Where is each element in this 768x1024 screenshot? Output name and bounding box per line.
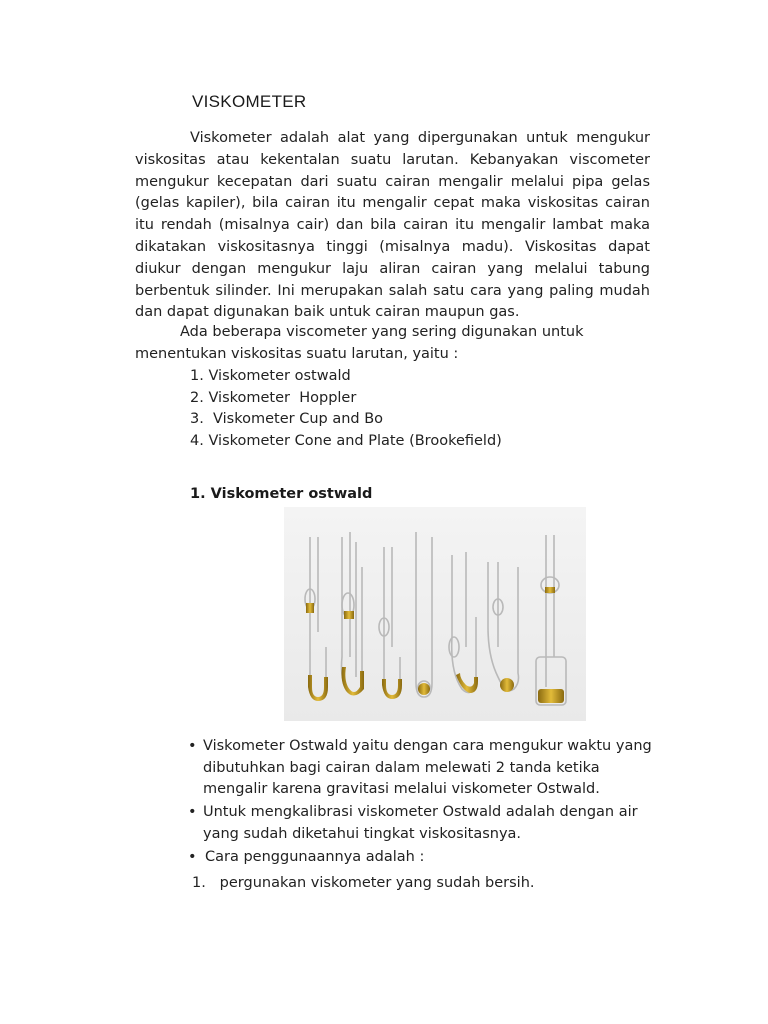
viscometer-6 <box>488 562 519 691</box>
viscometer-7 <box>536 535 566 705</box>
viscometer-list <box>190 366 502 452</box>
viscometer-4 <box>416 532 432 697</box>
viscometer-3 <box>379 547 400 697</box>
viscometer-5 <box>449 552 476 693</box>
list-item: 1. Viskometer ostwald <box>190 368 351 384</box>
list-item: 4. Viskometer Cone and Plate (Brookefield) <box>190 432 502 449</box>
page-title: VISKOMETER <box>192 92 307 111</box>
intro-paragraph: Viskometer adalah alat yang dipergunakan untuk mengukur viskositas atau kekentalan suatu larutan. Kebanyakan viscometer mengukur kecepatan dari suatu cairan mengalir melalui pipa gelas (gelas kapiler), bila cairan itu mengalir cepat maka viskositas cairan itu rendah (misalnya cair) dan bila cairan itu mengalir lambat maka dikatakan viskositasnya tinggi (misalnya madu). Viskositas dapat diukur dengan mengukur laju aliran cairan yang melalui tabung berbentuk silinder. Ini merupakan salah satu cara yang paling mudah dan dapat digunakan baik untuk cairan maupun gas. <box>135 130 650 321</box>
viscometer-illustration <box>284 507 586 721</box>
list-item: • Cara penggunaannya adalah : <box>188 847 668 869</box>
section-heading: 1. Viskometer ostwald <box>190 486 373 502</box>
viscometer-1 <box>305 537 326 699</box>
list-item: 3. Viskometer Cup and Bo <box>190 411 384 428</box>
list-item: 2. Viskometer Hoppler <box>190 389 357 406</box>
ostwald-viscometer-photo <box>284 507 586 721</box>
step-1: 1. pergunakan viskometer yang sudah bersih. <box>192 875 535 891</box>
list-item: • Untuk mengkalibrasi viskometer Ostwald adalah dengan air yang sudah diketahui tingkat viskositasnya. <box>188 802 668 845</box>
bullet-list <box>188 736 668 870</box>
list-intro-paragraph: Ada beberapa viscometer yang sering digunakan untuk menentukan viskositas suatu larutan, yaitu : <box>135 324 584 362</box>
list-item: • Viskometer Ostwald yaitu dengan cara mengukur waktu yang dibutuhkan bagi cairan dalam melewati 2 tanda ketika mengalir karena gravitasi melalui viskometer Ostwald. <box>188 736 668 801</box>
